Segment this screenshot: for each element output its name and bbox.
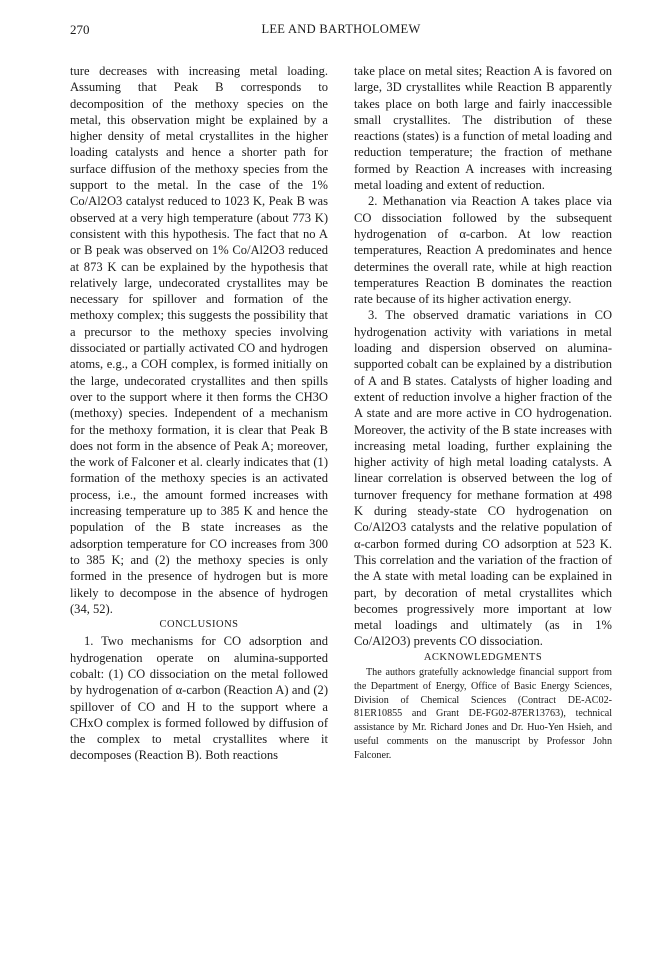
running-head: LEE AND BARTHOLOMEW (261, 22, 421, 36)
acknowledgments-heading: ACKNOWLEDGMENTS (423, 651, 543, 663)
left-column (70, 63, 328, 764)
page-number: 270 (70, 22, 90, 37)
acknowledgments-text: The authors gratefully acknowledge financial support from the Department of Energy, Office of Basic Energy Sciences, Division of Chemical Sciences (Contract DE-AC02-81ER10855 and Grant DE-FG02-87ER13763), technical assistance by Mr. Richard Jones and Dr. Huo-Yen Hsieh, and useful comments on the manuscript by Professor John Falconer. (354, 666, 612, 761)
paragraph: take place on metal sites; Reaction A is favored on large, 3D crystallites while Reaction B apparently takes place on both large and fairly inaccessible small crystallites. The distribution of these reactions (states) is a function of metal loading and reduction temperature; the fraction of methane formed by Reaction A increases with increasing metal loading and extent of reduction. (354, 64, 612, 193)
paragraph: 1. Two mechanisms for CO adsorption and hydrogenation operate on alumina-supported cobalt: (1) CO dissociation on the metal followed by hydrogenation of α-carbon (Reaction A) and (2) spillover of CO and H to the support where a CHxO complex is formed followed by diffusion of the complex to metal crystallites where it decomposes (Reaction B). Both reactions (70, 634, 328, 763)
right-column (354, 63, 612, 763)
paragraph: ture decreases with increasing metal loading. Assuming that Peak B corresponds to decomposition of the methoxy species on the metal, this observation might be explained by a higher density of metal crystallites in the higher loading catalysts and hence a shorter path for surface diffusion of the methoxy species from the support to the metal. In the case of the 1% Co/Al2O3 catalyst reduced to 1023 K, Peak B was observed at a very high temperature (about 773 K) consistent with this hypothesis. The fact that no A or B peak was observed on 1% Co/Al2O3 reduced at 873 K can be explained by the hypothesis that relatively large, undecorated crystallites may be necessary for spillover and formation of the methoxy complex; this suggests the possibility that a precursor to the methoxy species involving dissociated or partially activated CO and hydrogen atoms, e.g., a COH complex, is formed initially on the large, undecorated crystallites and then spills over to the support where it then forms the CH3O (methoxy) species. Independent of a mechanism for the methoxy formation, it is clear that Peak B does not form in the absence of Peak A; moreover, the work of Falconer et al. clearly indicates that (1) formation of the methoxy species is an activated process, i.e., the amount formed increases with increasing temperature up to 385 K and hence the population of the B state increases as the adsorption temperature for CO increases from 300 to 385 K; and (2) the methoxy species is only formed in the presence of hydrogen but is more likely to decompose in the absence of hydrogen (34, 52). (70, 64, 328, 616)
conclusions-heading: CONCLUSIONS (159, 619, 239, 631)
paragraph: 2. Methanation via Reaction A takes place via CO dissociation followed by the subsequent hydrogenation of α-carbon. At low reaction temperatures, Reaction A predominates and hence determines the overall rate, while at high reaction temperatures Reaction B dominates the reaction rate because of its higher activation energy. (354, 194, 612, 307)
paragraph: 3. The observed dramatic variations in CO hydrogenation activity with variations in metal loading and dispersion observed on alumina-supported cobalt can be explained by a distribution of A and B states. Catalysts of higher loading and extent of reduction involve a higher fraction of the A state and are more active in CO hydrogenation. Moreover, the activity of the B state increases with increasing metal loading, further explaining the higher activity of high metal loading catalysts. A linear correlation is observed between the log of turnover frequency for methane formation at 498 K during steady-state CO hydrogenation on Co/Al2O3 catalysts and the relative population of α-carbon formed during CO adsorption at 523 K. This correlation and the variation of the fraction of the A state with metal loading can be explained in part, by decoration of metal crystallites which becomes progressively more important at low metal loadings and ultimately (as in 1% Co/Al2O3) prevents CO dissociation. (354, 308, 612, 649)
page-header (70, 22, 612, 42)
